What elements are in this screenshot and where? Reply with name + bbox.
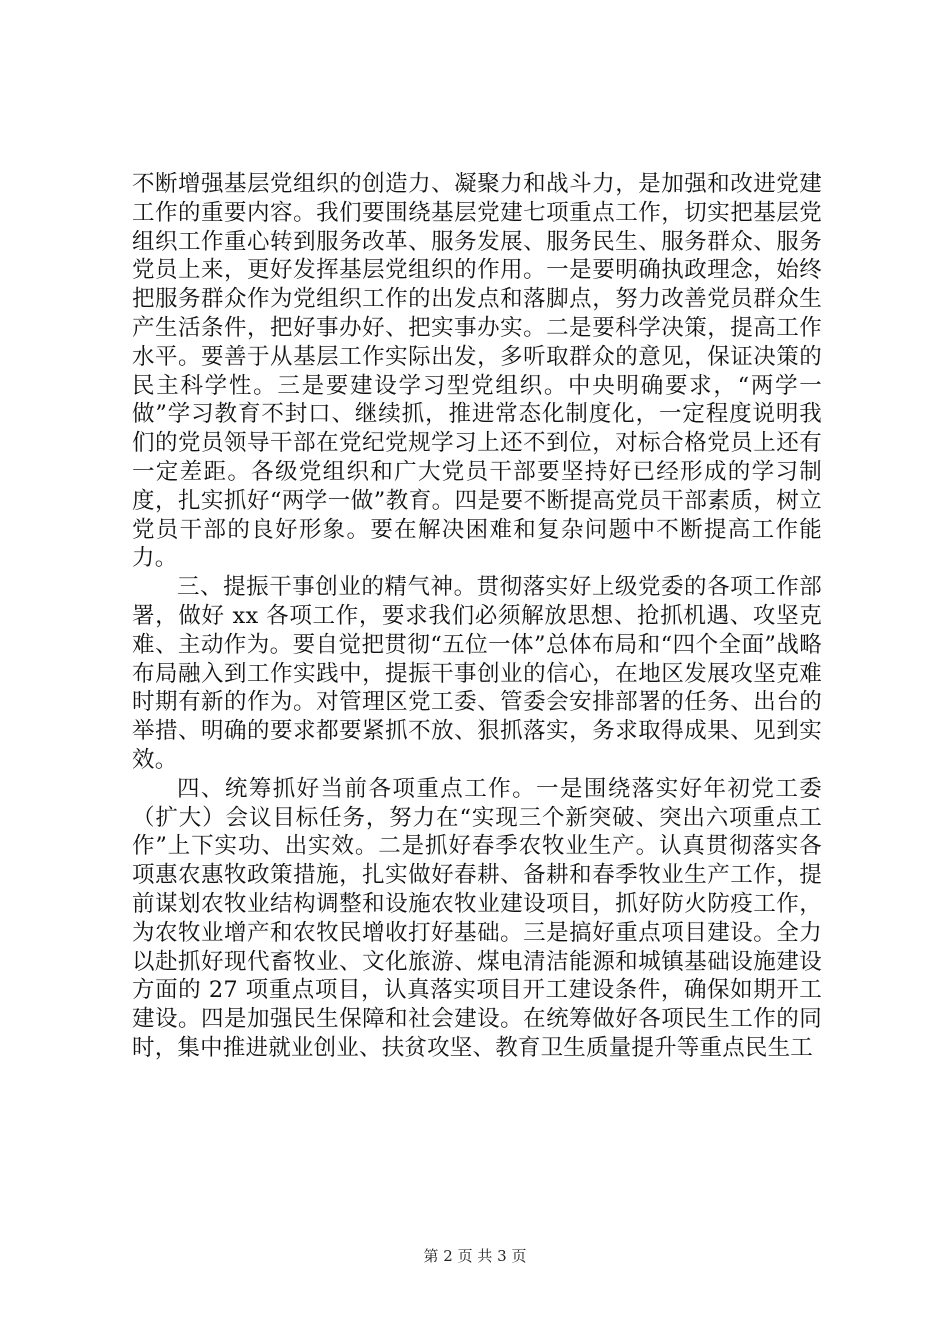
document-body [132, 170, 822, 1063]
paragraph-section-three: 三、提振干事创业的精气神。贯彻落实好上级党委的各项工作部署，做好 xx 各项工作，要求我们必须解放思想、抢抓机遇、攻坚克难、主动作为。要自觉把贯彻“五位一体”总体布局和“四个全面”战略布局融入到工作实践中，提振干事创业的信心，在地区发展攻坚克难时期有新的作为。对管理区党工委、管委会安排部署的任务、出台的举措、明确的要求都要紧抓不放、狠抓落实，务求取得成果、见到实效。 [132, 574, 822, 773]
paragraph-section-four: 四、统筹抓好当前各项重点工作。一是围绕落实好年初党工委（扩大）会议目标任务，努力在“实现三个新突破、突出六项重点工作”上下实功、出实效。二是抓好春季农牧业生产。认真贯彻落实各项惠农惠牧政策措施，扎实做好春耕、备耕和春季牧业生产工作，提前谋划农牧业结构调整和设施农牧业建设项目，抓好防火防疫工作，为农牧业增产和农牧民增收打好基础。三是搞好重点项目建设。全力以赴抓好现代畜牧业、文化旅游、煤电清洁能源和城镇基础设施建设方面的 27 项重点项目，认真落实项目开工建设条件，确保如期开工建设。四是加强民生保障和社会建设。在统筹做好各项民生工作的同时，集中推进就业创业、扶贫攻坚、教育卫生质量提升等重点民生工 [132, 775, 822, 1061]
paragraph-continued: 不断增强基层党组织的创造力、凝聚力和战斗力，是加强和改进党建工作的重要内容。我们要围绕基层党建七项重点工作，切实把基层党组织工作重心转到服务改革、服务发展、服务民生、服务群众、服务党员上来，更好发挥基层党组织的作用。一是要明确执政理念，始终把服务群众作为党组织工作的出发点和落脚点，努力改善党员群众生产生活条件，把好事办好、把实事办实。二是要科学决策，提高工作水平。要善于从基层工作实际出发，多听取群众的意见，保证决策的民主科学性。三是要建设学习型党组织。中央明确要求，“两学一做”学习教育不封口、继续抓，推进常态化制度化，一定程度说明我们的党员领导干部在党纪党规学习上还不到位，对标合格党员上还有一定差距。各级党组织和广大党员干部要坚持好已经形成的学习制度，扎实抓好“两学一做”教育。四是要不断提高党员干部素质，树立党员干部的良好形象。要在解决困难和复杂问题中不断提高工作能力。 [132, 171, 822, 572]
page-footer: 第 2 页 共 3 页 [423, 1247, 527, 1265]
